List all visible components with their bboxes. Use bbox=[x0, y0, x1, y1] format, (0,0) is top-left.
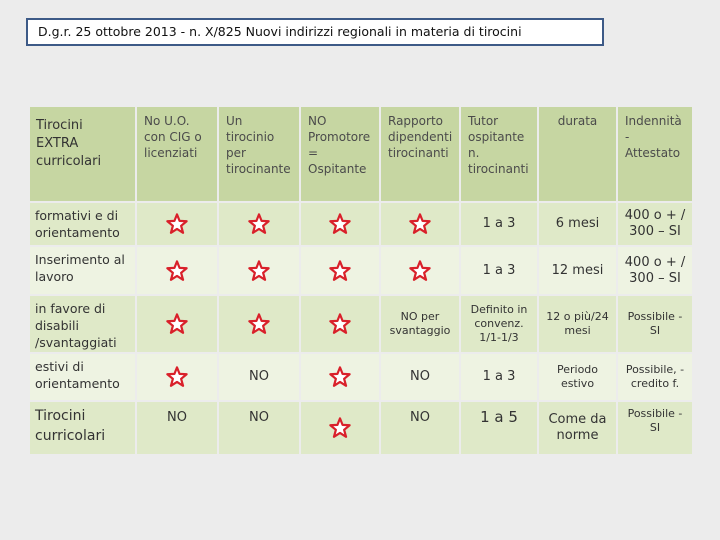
cell-tutor: 1 a 3 bbox=[461, 203, 539, 247]
star-icon bbox=[137, 354, 219, 402]
star-icon bbox=[301, 354, 381, 402]
cell-tutor: 1 a 3 bbox=[461, 354, 539, 402]
cell-tutor: 1 a 5 bbox=[461, 402, 539, 456]
cell-durata: 12 o più/24 mesi bbox=[539, 296, 618, 354]
row-label-curricolari: Tirocini curricolari bbox=[30, 402, 137, 456]
star-icon bbox=[381, 247, 461, 296]
cell-tutor: 1 a 3 bbox=[461, 247, 539, 296]
star-icon bbox=[137, 247, 219, 296]
cell-durata: 12 mesi bbox=[539, 247, 618, 296]
tirocini-table bbox=[30, 107, 694, 456]
row-label-formativi: formativi e di orientamento bbox=[30, 203, 137, 247]
cell-durata: 6 mesi bbox=[539, 203, 618, 247]
star-icon bbox=[301, 203, 381, 247]
star-icon bbox=[137, 296, 219, 354]
cell-tutor: Definito in convenz. 1/1-1/3 bbox=[461, 296, 539, 354]
cell-no-uo: NO bbox=[137, 402, 219, 456]
cell-un-tirocinio: NO bbox=[219, 402, 301, 456]
cell-durata: Periodo estivo bbox=[539, 354, 618, 402]
cell-indennita: Possibile - SI bbox=[618, 402, 694, 456]
header-rapporto: Rapporto dipendenti tirocinanti bbox=[381, 107, 461, 203]
header-tutor: Tutor ospitante n. tirocinanti bbox=[461, 107, 539, 203]
star-icon bbox=[301, 402, 381, 456]
header-un-tirocinio: Un tirocinio per tirocinante bbox=[219, 107, 301, 203]
header-durata: durata bbox=[539, 107, 618, 203]
cell-indennita: 400 o + / 300 – SI bbox=[618, 247, 694, 296]
star-icon bbox=[219, 296, 301, 354]
star-icon bbox=[219, 203, 301, 247]
star-icon bbox=[137, 203, 219, 247]
cell-indennita: Possibile, - credito f. bbox=[618, 354, 694, 402]
cell-durata: Come da norme bbox=[539, 402, 618, 456]
star-icon bbox=[219, 247, 301, 296]
star-icon bbox=[301, 247, 381, 296]
cell-indennita: 400 o + / 300 – SI bbox=[618, 203, 694, 247]
cell-un-tirocinio: NO bbox=[219, 354, 301, 402]
row-label-disabili: in favore di disabili /svantaggiati bbox=[30, 296, 137, 354]
star-icon bbox=[381, 203, 461, 247]
header-promotore-ospitante: NO Promotore = Ospitante bbox=[301, 107, 381, 203]
row-label-inserimento: Inserimento al lavoro bbox=[30, 247, 137, 296]
page-title: D.g.r. 25 ottobre 2013 - n. X/825 Nuovi indirizzi regionali in materia di tirocini bbox=[26, 18, 604, 46]
cell-rapporto: NO bbox=[381, 402, 461, 456]
star-icon bbox=[301, 296, 381, 354]
header-indennita: Indennità - Attestato bbox=[618, 107, 694, 203]
cell-rapporto: NO bbox=[381, 354, 461, 402]
header-no-uo-cig: No U.O. con CIG o licenziati bbox=[137, 107, 219, 203]
cell-rapporto: NO per svantaggio bbox=[381, 296, 461, 354]
row-label-estivi: estivi di orientamento bbox=[30, 354, 137, 402]
header-tipologia: Tirocini EXTRA curricolari bbox=[30, 107, 137, 203]
cell-indennita: Possibile - SI bbox=[618, 296, 694, 354]
